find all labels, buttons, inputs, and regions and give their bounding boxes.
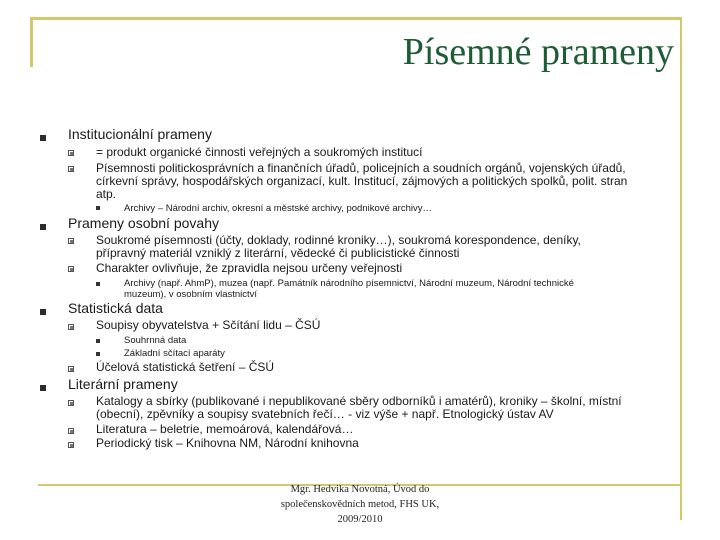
list-item-line: (obecní), zpěvníky a soupisy svatebních řečí… - viz výše + např. Etnologický ústav AV: [96, 407, 554, 421]
checkbox-bullet-icon: [68, 324, 74, 330]
section-heading: Literární prameny: [68, 376, 178, 392]
small-bullet-icon: [96, 206, 100, 210]
list-item-line: Soukromé písemnosti (účty, doklady, rodinné kroniky…), soukromá korespondence, deníky,: [96, 233, 581, 247]
slide-title: Písemné prameny: [402, 31, 674, 73]
list-item: = produkt organické činnosti veřejných a soukromých institucí: [96, 145, 423, 159]
checkbox-bullet-icon: [68, 366, 74, 372]
checkbox-bullet-icon: [68, 428, 74, 434]
bullet-square-icon: [40, 385, 46, 391]
frame-top-line: [30, 17, 682, 20]
checkbox-bullet-icon: [68, 238, 74, 244]
footer-credit: [262, 482, 458, 527]
sub-list-item-line: Archivy (např. AhmP), muzea (např. Památník národního písemnictví, Národní muzeum, Národní technické: [124, 278, 574, 289]
checkbox-bullet-icon: [68, 166, 74, 172]
section-heading: Institucionální prameny: [68, 126, 212, 142]
footer-line: Mgr. Hedvika Novotná, Úvod do: [290, 484, 430, 495]
bullet-square-icon: [40, 135, 46, 141]
list-item-line: přípravný materiál vzniklý z literární, vědecké či publicistické činnosti: [96, 246, 460, 260]
sub-list-item: Základní sčítací aparáty: [124, 348, 225, 359]
section-heading: Prameny osobní povahy: [68, 215, 219, 231]
list-item: Účelová statistická šetření – ČSÚ: [96, 360, 275, 374]
list-item-line: atp.: [96, 187, 117, 201]
bullet-square-icon: [40, 224, 46, 230]
list-item: Periodický tisk – Knihovna NM, Národní knihovna: [96, 436, 359, 450]
checkbox-bullet-icon: [68, 442, 74, 448]
small-bullet-icon: [96, 282, 100, 286]
footer-line: 2009/2010: [337, 514, 383, 525]
sub-list-item: Archivy – Národní archiv, okresní a městské archivy, podnikové archivy…: [124, 203, 432, 214]
sub-list-item: Souhrnná data: [124, 335, 187, 346]
sub-list-item-line: muzeum), v osobním vlastnictví: [124, 289, 258, 300]
checkbox-bullet-icon: [68, 150, 74, 156]
checkbox-bullet-icon: [68, 400, 74, 406]
small-bullet-icon: [96, 352, 100, 356]
list-item: Charakter ovlivňuje, že zpravidla nejsou určeny veřejnosti: [96, 261, 403, 275]
list-item: Soupisy obyvatelstva + Sčítání lidu – ČSÚ: [96, 318, 321, 332]
frame-right-line: [680, 17, 682, 520]
footer-line: společenskovědních metod, FHS UK,: [280, 499, 440, 510]
list-item: Literatura – beletrie, memoárová, kalendářová…: [96, 422, 354, 436]
small-bullet-icon: [96, 339, 100, 343]
list-item-line: Písemnosti politickosprávních a finančních úřadů, policejních a soudních orgánů, vojenských úřadů,: [96, 161, 626, 175]
frame-left-line: [30, 17, 33, 67]
bullet-square-icon: [40, 309, 46, 315]
list-item-line: církevní správy, hospodářských organizací, kult. Institucí, zájmových a politických spolků, polit. stran: [96, 174, 628, 188]
section-heading: Statistická data: [68, 300, 163, 316]
checkbox-bullet-icon: [68, 266, 74, 272]
list-item-line: Katalogy a sbírky (publikované i nepublikované sběry odborníků i amatérů), kroniky – školní, místní: [96, 394, 622, 408]
